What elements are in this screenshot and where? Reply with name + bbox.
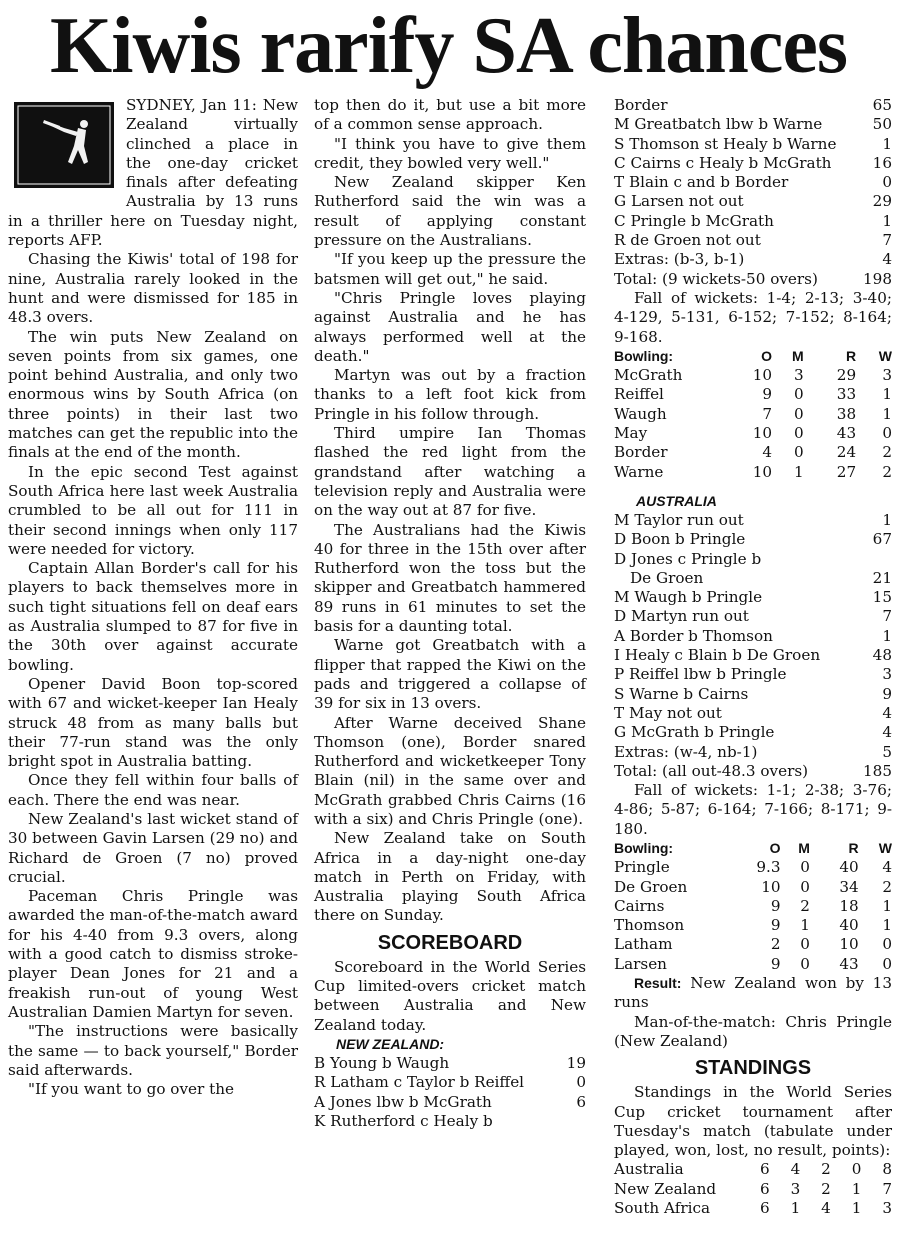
bowler-name: Waugh [614, 404, 667, 423]
article-paragraph: After Warne deceived Shane Thomson (one), Border snared Rutherford and wicketkeeper Tony Blain (nil) in the same over and McGrath grabbed Chris Cairns (16 with a six) and Chris Pringle (one). [314, 713, 586, 828]
standings-cell: 0 [851, 1160, 862, 1179]
bowling-cell: 1 [882, 404, 892, 423]
batsman-icon [14, 102, 114, 188]
bowling-row [614, 878, 892, 897]
batsman-name: R Latham c Taylor b Reiffel [314, 1073, 525, 1092]
standings-cell: 1 [790, 1199, 801, 1218]
batting-row [314, 1073, 586, 1092]
batsman-runs: 4 [882, 250, 892, 269]
aus-batting-list [614, 511, 892, 781]
batsman-runs: 1 [882, 626, 892, 645]
bowling-row [614, 858, 892, 877]
article-column-1 [8, 96, 298, 1099]
bowling-row [614, 443, 892, 462]
article-paragraph: In the epic second Test against South Africa here last week Australia crumbled to be all out for 111 in their second innings when only 117 were needed for victory. [8, 462, 298, 558]
standings-row [614, 1180, 892, 1199]
bowling-cell: 2 [882, 443, 892, 462]
team-name: New Zealand [614, 1179, 717, 1198]
batting-row [314, 1093, 586, 1112]
batsman-runs: 3 [882, 665, 892, 684]
nz-batting-list [314, 1054, 586, 1131]
batsman-runs: 65 [872, 96, 892, 114]
bowling-header: W [878, 347, 892, 364]
batsman-runs: 4 [882, 723, 892, 742]
batsman-name: S Thomson st Healy b Warne [614, 134, 837, 153]
bowling-cell: 3 [794, 366, 804, 385]
article-paragraph: Captain Allan Border's call for his players to back themselves more in such tight situations fell on deaf ears as Australia slumped to 87 for five in the 30th over against accurate bowling. [8, 559, 298, 674]
bowling-cell: 10 [839, 935, 859, 954]
batsman-name: T May not out [614, 703, 722, 722]
batting-row [614, 511, 892, 530]
nz-bowling-table [614, 839, 892, 974]
batting-row [614, 212, 892, 231]
nz-fall-of-wickets: Fall of wickets: 1-4; 2-13; 3-40; 4-129, 5-131, 6-152; 7-152; 8-164; 9-168. [614, 288, 892, 346]
batsman-name: K Rutherford c Healy b [314, 1111, 493, 1130]
batsman-runs: 67 [872, 530, 892, 549]
bowling-cell: 1 [882, 896, 892, 915]
article-paragraph: New Zealand skipper Ken Rutherford said the win was a result of applying constant pressure on the Australians. [314, 173, 586, 250]
bowling-header-row [614, 347, 892, 366]
team-name: South Africa [614, 1199, 711, 1218]
standings-cell: 1 [851, 1199, 862, 1218]
batsman-runs: 50 [872, 115, 892, 134]
batsman-name: Total: (all out-48.3 overs) [614, 761, 809, 780]
bowler-name: Reiffel [614, 385, 664, 404]
aus-fall-of-wickets: Fall of wickets: 1-1; 2-38; 3-76; 4-86; 5-87; 6-164; 7-166; 8-171; 9-180. [614, 781, 892, 838]
article-paragraph: "If you keep up the pressure the batsmen will get out," he said. [314, 250, 586, 288]
article-paragraph: Martyn was out by a fraction thanks to a left foot kick from Pringle in his follow through. [314, 366, 586, 423]
cricket-logo [8, 98, 118, 196]
bowling-cell: 1 [800, 916, 810, 935]
bowling-cell: 40 [839, 916, 859, 935]
bowling-cell: 18 [839, 896, 859, 915]
bowling-cell: 38 [836, 404, 857, 423]
standings-row [614, 1199, 892, 1218]
standings-cell: 4 [821, 1199, 831, 1218]
bowling-cell: 0 [882, 935, 892, 954]
team-name: Australia [614, 1160, 684, 1179]
batting-row [614, 723, 892, 742]
batsman-name: P Reiffel lbw b Pringle [614, 665, 787, 684]
bowling-cell: 33 [836, 385, 857, 404]
result-label: Result: [634, 975, 682, 992]
bowling-cell: 2 [882, 877, 892, 896]
bowling-row [614, 955, 892, 974]
batting-row [614, 250, 892, 269]
batting-row [614, 704, 892, 723]
batsman-runs: 198 [863, 269, 892, 288]
bowling-cell: 43 [836, 424, 857, 443]
batting-row [614, 607, 892, 626]
batsman-name: C Pringle b McGrath [614, 211, 774, 230]
batting-row [614, 550, 892, 569]
batting-row [614, 530, 892, 549]
bowler-name: Pringle [614, 858, 670, 877]
scoreboard-heading: SCOREBOARD [377, 931, 523, 954]
article-paragraph: Paceman Chris Pringle was awarded the man-of-the-match award for his 4-40 from 9.3 overs, along with a good catch to dismiss stroke-player Dean Jones for 21 and a freakish run-out of young West Australian Damien Martyn for seven. [8, 887, 298, 1021]
scoreboard-intro: Scoreboard in the World Series Cup limited-overs cricket match between Australia and New Zealand today. [314, 957, 586, 1034]
batsman-name: D Boon b Pringle [614, 530, 746, 549]
batsman-name: A Border b Thomson [614, 626, 773, 645]
batsman-runs: 0 [576, 1073, 586, 1092]
article-paragraph: New Zealand's last wicket stand of 30 between Gavin Larsen (29 no) and Richard de Groen (7 no) proved crucial. [8, 809, 298, 886]
batsman-runs: 1 [882, 510, 892, 529]
batting-row [614, 569, 892, 588]
batsman-name: C Cairns c Healy b McGrath [614, 153, 832, 172]
batsman-runs: 19 [566, 1053, 586, 1072]
bowling-header: W [878, 839, 892, 856]
bowler-name: Thomson [614, 916, 685, 935]
bowling-row [614, 366, 892, 385]
bowling-cell: 0 [800, 954, 810, 973]
article-paragraph: New Zealand take on South Africa in a day-night one-day match in Perth on Friday, with Australia playing South Africa there on Sunday. [314, 829, 586, 925]
bowler-name: Warne [614, 462, 664, 481]
bowling-row [614, 916, 892, 935]
bowling-cell: 1 [882, 916, 892, 935]
standings-cell: 4 [790, 1160, 801, 1179]
standings-cell: 2 [821, 1160, 831, 1179]
team-label-nz: NEW ZEALAND: [336, 1035, 445, 1052]
batsman-name: M Greatbatch lbw b Warne [614, 115, 823, 134]
standings-cell: 6 [760, 1199, 770, 1218]
bowling-cell: 1 [882, 385, 892, 404]
bowling-header: Bowling: [614, 839, 674, 856]
batsman-name: Extras: (w-4, nb-1) [614, 742, 758, 761]
headline: Kiwis rarify SA chances [50, 2, 847, 90]
nz-batting-list-continued [614, 96, 892, 289]
bowling-cell: 3 [882, 366, 892, 385]
batsman-runs: 7 [882, 607, 892, 626]
batsman-name: R de Groen not out [614, 231, 761, 250]
standings-heading: STANDINGS [694, 1057, 812, 1080]
bowling-header: Bowling: [614, 347, 674, 364]
bowling-cell: 0 [794, 443, 804, 462]
bowling-row [614, 405, 892, 424]
batsman-runs: 1 [882, 211, 892, 230]
batsman-name: G Larsen not out [614, 192, 744, 211]
batsman-name: Border [614, 96, 668, 114]
batting-row [614, 135, 892, 154]
bowling-cell: 0 [794, 404, 804, 423]
bowling-cell: 0 [800, 858, 810, 877]
batsman-name: A Jones lbw b McGrath [314, 1092, 492, 1111]
batting-row [614, 231, 892, 250]
bowling-cell: 0 [794, 385, 804, 404]
batsman-runs: 6 [576, 1092, 586, 1111]
batsman-name: Total: (9 wickets-50 overs) [614, 269, 818, 288]
bowling-cell: 0 [800, 935, 810, 954]
batting-total-row [614, 270, 892, 289]
batsman-runs: 9 [882, 684, 892, 703]
batsman-name: B Young b Waugh [314, 1053, 450, 1072]
bowling-cell: 27 [836, 462, 857, 481]
batting-row [614, 588, 892, 607]
batsman-runs: 0 [882, 173, 892, 192]
article-paragraph: "I think you have to give them credit, they bowled very well." [314, 134, 586, 172]
batsman-name: M Waugh b Pringle [614, 588, 763, 607]
bowling-row [614, 935, 892, 954]
bowling-cell: 9 [770, 896, 781, 915]
bowling-cell: 43 [839, 954, 859, 973]
bowler-name: May [614, 424, 648, 443]
batsman-name: D Jones c Pringle b [614, 549, 762, 568]
bowling-cell: 24 [836, 443, 857, 462]
batting-row [614, 154, 892, 173]
batting-row [314, 1054, 586, 1073]
batsman-runs: 29 [872, 192, 892, 211]
bowling-cell: 10 [752, 462, 773, 481]
batsman-name: M Taylor run out [614, 510, 744, 529]
batsman-runs: 185 [863, 761, 892, 780]
standings-cell: 8 [882, 1160, 892, 1179]
aus-bowling-table [614, 347, 892, 482]
batting-row [614, 96, 892, 115]
batsman-runs: 16 [872, 153, 892, 172]
article-paragraph: Opener David Boon top-scored with 67 and wicket-keeper Ian Healy struck 48 from as many balls but their 77-run stand was the only bright spot in Australia batting. [8, 674, 298, 771]
bowling-cell: 2 [882, 462, 892, 481]
bowling-cell: 10 [752, 366, 773, 385]
bowling-cell: 10 [752, 424, 773, 443]
batsman-name: Extras: (b-3, b-1) [614, 250, 745, 269]
bowling-cell: 0 [794, 424, 804, 443]
batsman-name: S Warne b Cairns [614, 684, 749, 703]
batting-row [614, 743, 892, 762]
batting-row [614, 665, 892, 684]
match-result [614, 974, 892, 1013]
bowling-header: O [761, 347, 773, 364]
bowling-row [614, 424, 892, 443]
bowling-cell: 9 [762, 385, 773, 404]
batting-row [614, 115, 892, 134]
bowling-cell: 29 [836, 366, 857, 385]
batsman-runs: 21 [872, 568, 892, 587]
batting-total-row [614, 762, 892, 781]
bowling-row [614, 385, 892, 404]
bowler-name: McGrath [614, 366, 683, 385]
bowling-header: M [792, 347, 804, 364]
batsman-runs: 4 [882, 703, 892, 722]
bowling-cell: 4 [882, 858, 892, 877]
article-lead: SYDNEY, Jan 11: New Zealand virtually clinched a place in the one-day cricket finals after defeating Australia by 13 runs in a thriller here on Tuesday night, reports AFP. [8, 96, 298, 250]
bowling-cell: 9 [770, 954, 781, 973]
bowler-name: Latham [614, 935, 673, 954]
batting-row [614, 627, 892, 646]
bowling-cell: 4 [762, 443, 773, 462]
article-paragraph: top then do it, but use a bit more of a common sense approach. [314, 96, 586, 134]
bowling-header: R [846, 347, 857, 364]
standings-intro: Standings in the World Series Cup cricket tournament after Tuesday's match (tabulate under played, won, lost, no result, points): [614, 1083, 892, 1160]
batting-row [614, 646, 892, 665]
batting-row [614, 685, 892, 704]
man-of-the-match: Man-of-the-match: Chris Pringle (New Zealand) [614, 1012, 892, 1050]
batsman-name: D Martyn run out [614, 607, 749, 626]
batting-row [614, 173, 892, 192]
bowling-cell: 2 [770, 935, 781, 954]
bowling-header: M [798, 839, 810, 856]
bowling-cell: 2 [800, 896, 810, 915]
bowler-name: Larsen [614, 954, 667, 973]
standings-cell: 7 [882, 1179, 892, 1198]
team-label-aus: AUSTRALIA [636, 492, 717, 509]
bowling-header: O [769, 839, 781, 856]
article-paragraph: "Chris Pringle loves playing against Australia and he has always performed well at the death." [314, 288, 586, 365]
bowler-name: Border [614, 443, 668, 462]
standings-cell: 2 [821, 1179, 831, 1198]
standings-cell: 6 [760, 1179, 770, 1198]
bowler-name: De Groen [614, 877, 688, 896]
bowling-header: R [848, 839, 859, 856]
article-paragraph: "The instructions were basically the same — to back yourself," Border said afterwards. [8, 1022, 298, 1079]
batsman-name: I Healy c Blain b De Groen [614, 646, 821, 665]
article-paragraph: Chasing the Kiwis' total of 198 for nine, Australia rarely looked in the hunt and were dismissed for 185 in 48.3 overs. [8, 250, 298, 327]
bowling-cell: 0 [882, 954, 892, 973]
batting-row [314, 1112, 586, 1131]
bowler-name: Cairns [614, 896, 665, 915]
article-paragraph: Third umpire Ian Thomas flashed the red light from the grandstand after watching a television reply and Australia were on the way out at 87 for five. [314, 424, 586, 520]
article-column-2 [314, 96, 586, 1131]
batsman-name: G McGrath b Pringle [614, 723, 775, 742]
bowling-cell: 9 [770, 916, 781, 935]
bowling-cell: 1 [794, 462, 804, 481]
batsman-name: T Blain c and b Border [614, 173, 789, 192]
batsman-name: De Groen [630, 568, 704, 587]
batsman-runs: 48 [872, 646, 892, 665]
batting-row [614, 192, 892, 211]
article-column-3 [614, 96, 892, 1218]
result-text: New Zealand won by 13 runs [614, 974, 893, 1012]
article-paragraph: Warne got Greatbatch with a flipper that rapped the Kiwi on the pads and triggered a collapse of 39 for six in 13 overs. [314, 636, 586, 713]
batsman-runs: 15 [872, 588, 892, 607]
batsman-runs: 5 [882, 742, 892, 761]
bowling-row [614, 463, 892, 482]
standings-cell: 6 [760, 1160, 770, 1179]
bowling-cell: 10 [761, 877, 781, 896]
bowling-row [614, 897, 892, 916]
article-paragraph: Once they fell within four balls of each. There the end was near. [8, 771, 298, 809]
bowling-header-row [614, 839, 892, 858]
standings-cell: 3 [790, 1179, 801, 1198]
bowling-cell: 40 [839, 858, 859, 877]
standings-cell: 3 [882, 1199, 892, 1218]
standings-row [614, 1160, 892, 1179]
article-paragraph: The Australians had the Kiwis 40 for three in the 15th over after Rutherford won the toss but the skipper and Greatbatch hammered 89 runs in 61 minutes to set the basis for a daunting total. [314, 520, 586, 636]
standings-cell: 1 [851, 1179, 862, 1198]
standings-table [614, 1160, 892, 1218]
bowling-cell: 34 [839, 877, 859, 896]
bowling-cell: 7 [762, 404, 773, 423]
bowling-cell: 0 [800, 877, 810, 896]
article-paragraph: "If you want to go over the [28, 1080, 234, 1099]
batsman-runs: 1 [882, 134, 892, 153]
bowling-cell: 9.3 [756, 858, 781, 877]
bowling-cell: 0 [882, 424, 892, 443]
batsman-runs: 7 [882, 231, 892, 250]
article-paragraph: The win puts New Zealand on seven points from six games, one point behind Australia, and only two enormous wins by South Africa (on three points) in their last two matches can get the republic into the finals at the end of the month. [8, 327, 298, 462]
